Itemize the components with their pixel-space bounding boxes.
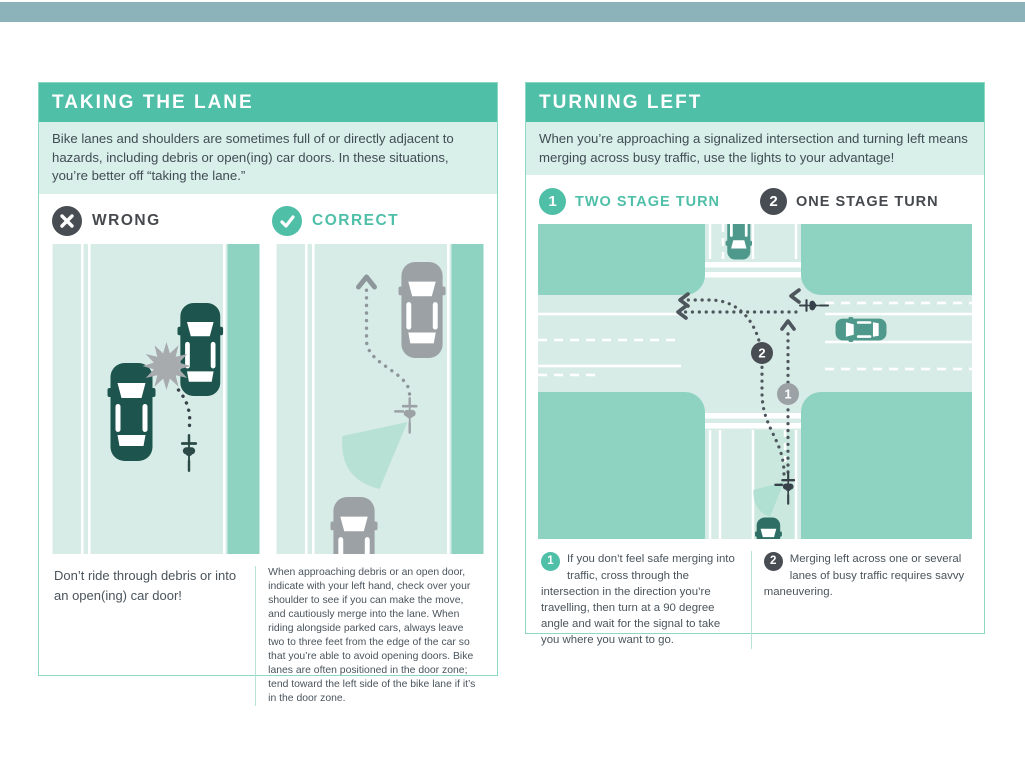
check-circle-icon <box>272 206 302 236</box>
parked-car <box>399 262 446 358</box>
panel-taking-the-lane <box>38 82 498 704</box>
one-stage-label: ONE STAGE TURN <box>796 193 939 210</box>
correct-verdict <box>264 206 484 236</box>
panel-intro-text: When you’re approaching a signalized intersection and turning left means merging across busy traffic, use the lights to your advantage! <box>526 122 984 175</box>
badge-1-icon: 1 <box>539 188 566 215</box>
correct-diagram <box>275 244 485 554</box>
cross-traffic-car <box>836 318 887 343</box>
corner-block <box>801 224 972 295</box>
svg-text:2: 2 <box>758 346 766 362</box>
wrong-diagram <box>51 244 261 554</box>
panel-turning-left <box>525 82 985 647</box>
x-circle-icon <box>52 206 82 236</box>
panel-title: TAKING THE LANE <box>39 83 497 122</box>
curb-strip <box>452 244 484 554</box>
panel-intro-text: Bike lanes and shoulders are sometimes full of or directly adjacent to hazards, including debris or open(ing) car doors. In these situations, you’re better off “taking the lane.” <box>39 122 497 194</box>
one-stage-option <box>760 188 971 215</box>
badge-2-icon: 2 <box>764 552 783 571</box>
intersection-diagram <box>538 224 972 539</box>
path-badge-1 <box>777 383 799 405</box>
badge-2-icon: 2 <box>760 188 787 215</box>
panel-title: TURNING LEFT <box>526 83 984 122</box>
wrong-verdict <box>52 206 264 236</box>
car-ahead <box>178 303 224 396</box>
correct-caption: When approaching debris or an open door, indicate with your left hand, check over your shoulder to see if you can make the move, and cautiously merge into the lane. When riding alongside parked cars, always leave two to three feet from the edge of the car so that you’re able to avoid opening doors. Bike lanes are often positioned in the door zone; tend toward the left side of the bike lane if it’s in the door zone. <box>255 566 482 705</box>
turn-options-row <box>526 175 984 224</box>
wrong-caption: Don’t ride through debris or into an open(ing) car door! <box>54 568 237 603</box>
wrong-label: WRONG <box>92 212 161 230</box>
parked-car <box>108 363 156 461</box>
svg-text:1: 1 <box>784 387 792 403</box>
top-accent-bar <box>0 2 1025 22</box>
badge-1-icon: 1 <box>541 552 560 571</box>
two-stage-label: TWO STAGE TURN <box>575 193 721 210</box>
corner-block <box>801 392 972 539</box>
two-stage-caption <box>541 551 751 648</box>
one-stage-caption-text: Merging left across one or several lanes of busy traffic requires savvy maneuvering. <box>763 553 965 598</box>
two-stage-caption-text: If you don’t feel safe merging into traffic, cross through the intersection in the direction you’re travelling, then turn at a 90 degree angle and wait for the signal to take you where you want to go. <box>541 553 735 647</box>
curb-strip <box>228 244 260 554</box>
intersection-diagram-wrap <box>526 224 984 539</box>
lane-captions <box>39 554 497 705</box>
two-stage-option <box>539 188 750 215</box>
corner-block <box>538 392 705 539</box>
corner-block <box>538 224 705 295</box>
car-behind-cyclist <box>755 518 782 539</box>
lane-diagrams <box>39 244 497 554</box>
car-behind <box>331 497 378 554</box>
verdict-row <box>39 194 497 244</box>
correct-label: CORRECT <box>312 212 400 230</box>
oncoming-car <box>726 224 752 259</box>
one-stage-caption <box>751 551 969 648</box>
turn-captions <box>526 539 984 648</box>
path-badge-2 <box>751 342 773 364</box>
